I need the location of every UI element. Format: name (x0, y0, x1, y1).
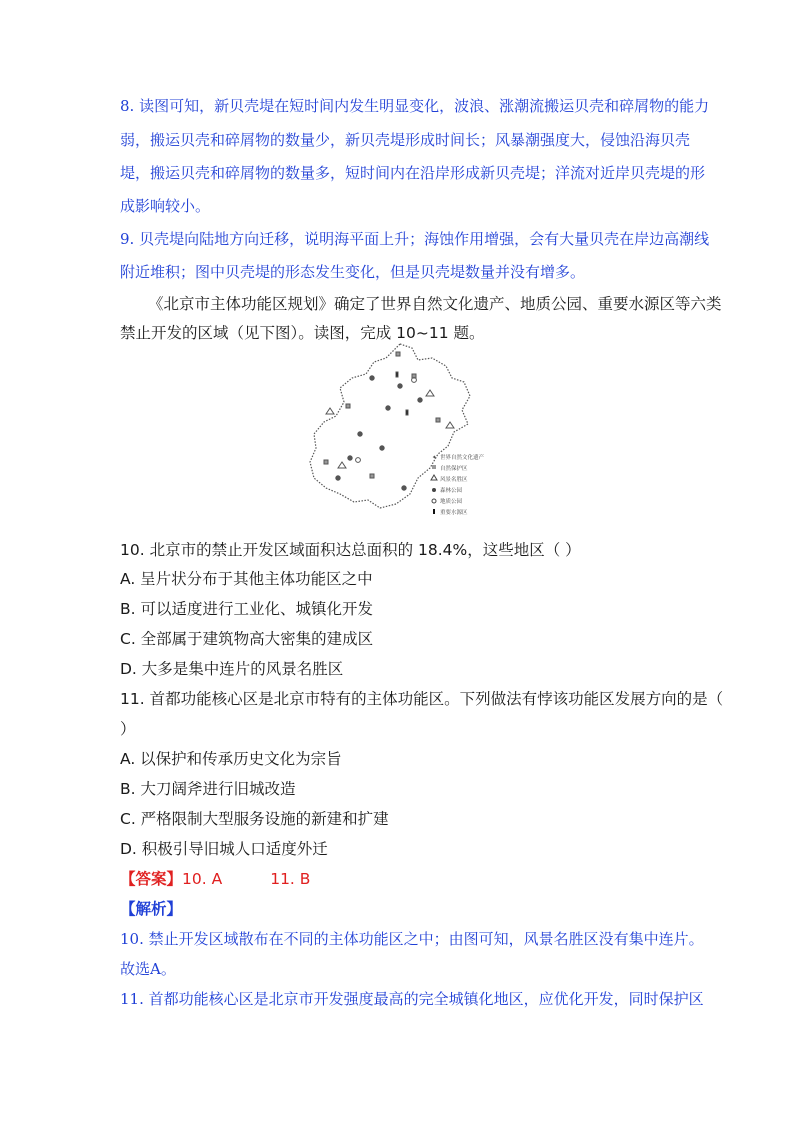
q10-option-c: C. 全部属于建筑物高大密集的建成区 (120, 630, 374, 648)
map-markers (324, 352, 454, 490)
intro-line-1: 《北京市主体功能区规划》确定了世界自然文化遗产、地质公园、重要水源区等六类 (148, 295, 722, 313)
q9-explanation-line-1: 9. 贝壳堤向陆地方向迁移，说明海平面上升；海蚀作用增强，会有大量贝壳在岸边高潮线 (120, 230, 710, 248)
forest-park-marker (336, 476, 340, 480)
legend-forest-park-icon (432, 488, 436, 492)
scenic-area-marker (426, 390, 434, 396)
q11-stem-line-1: 11. 首都功能核心区是北京市特有的主体功能区。下列做法有悖该功能区发展方向的是（ (120, 690, 724, 708)
nature-reserve-marker (436, 418, 440, 422)
legend-item: 自然保护区 (440, 466, 468, 472)
scenic-area-marker (446, 422, 454, 428)
q10-option-b: B. 可以适度进行工业化、城镇化开发 (120, 600, 373, 618)
scenic-area-marker (326, 408, 334, 414)
answer-tag: 【答案】 (120, 870, 183, 888)
legend-world-heritage-icon: ✦ (432, 455, 437, 461)
q10-option-d: D. 大多是集中连片的风景名胜区 (120, 660, 344, 678)
beijing-boundary (310, 344, 470, 508)
nature-reserve-marker (324, 460, 328, 464)
q11-option-c: C. 严格限制大型服务设施的新建和扩建 (120, 810, 389, 828)
scenic-area-marker (338, 462, 346, 468)
analysis-q11-line-1: 11. 首都功能核心区是北京市开发强度最高的完全城镇化地区，应优化开发，同时保护区 (120, 990, 704, 1008)
legend-water-source-icon (433, 509, 435, 514)
q8-explanation-line-1: 8. 读图可知，新贝壳堤在短时间内发生明显变化，波浪、涨潮流搬运贝壳和碎屑物的能力 (120, 97, 710, 115)
q11-option-d: D. 积极引导旧城人口适度外迁 (120, 840, 328, 858)
beijing-restricted-zones-map (300, 338, 500, 518)
q11-option-b: B. 大刀阔斧进行旧城改造 (120, 780, 296, 798)
water-source-marker (396, 372, 398, 377)
legend-item: 地质公园 (440, 499, 463, 505)
legend-geopark-icon (432, 499, 436, 503)
q8-explanation-line-4: 成影响较小。 (120, 197, 211, 215)
analysis-q10-line-1: 10. 禁止开发区域散布在不同的主体功能区之中；由图可知，风景名胜区没有集中连片。 (120, 930, 704, 948)
geopark-marker (356, 458, 361, 463)
forest-park-marker (380, 446, 384, 450)
legend-nature-reserve-icon (432, 465, 436, 469)
intro-line-2: 禁止开发的区域（见下图）。读图，完成 10~11 题。 (120, 324, 485, 342)
q8-explanation-line-3: 堤，搬运贝壳和碎屑物的数量多，短时间内在沿岸形成新贝壳堤；洋流对近岸贝壳堤的形 (120, 164, 706, 182)
legend-item: 森林公园 (440, 488, 463, 494)
answer-11: 11. B (270, 870, 311, 888)
q10-option-a: A. 呈片状分布于其他主体功能区之中 (120, 570, 373, 588)
legend-item: 重要水源区 (440, 510, 468, 516)
q9-explanation-line-2: 附近堆积；图中贝壳堤的形态发生变化，但是贝壳堤数量并没有增多。 (120, 263, 586, 281)
legend-item: 风景名胜区 (440, 477, 468, 483)
nature-reserve-marker (396, 352, 400, 356)
forest-park-marker (398, 384, 402, 388)
forest-park-marker (386, 406, 390, 410)
legend-item: 世界自然文化遗产 (440, 455, 485, 461)
q11-stem-line-2: ） (120, 720, 136, 738)
legend-scenic-icon (431, 475, 437, 480)
forest-park-marker (358, 432, 362, 436)
water-source-marker (406, 410, 408, 415)
analysis-q10-line-2: 故选A。 (120, 960, 176, 978)
forest-park-marker (402, 486, 406, 490)
q11-option-a: A. 以保护和传承历史文化为宗旨 (120, 750, 342, 768)
q10-stem: 10. 北京市的禁止开发区域面积达总面积的 18.4%，这些地区（ ） (120, 541, 581, 559)
nature-reserve-marker (370, 474, 374, 478)
analysis-tag-line (120, 898, 182, 920)
forest-park-marker (418, 398, 422, 402)
map-legend (431, 453, 485, 516)
forest-park-marker (370, 376, 374, 380)
answer-10: 10. A (182, 870, 223, 888)
analysis-tag: 【解析】 (120, 900, 183, 918)
q8-explanation-line-2: 弱，搬运贝壳和碎屑物的数量少，新贝壳堤形成时间长；风暴潮强度大，侵蚀沿海贝壳 (120, 131, 691, 149)
forest-park-marker (348, 456, 352, 460)
answer-line (120, 868, 310, 890)
nature-reserve-marker (346, 404, 350, 408)
